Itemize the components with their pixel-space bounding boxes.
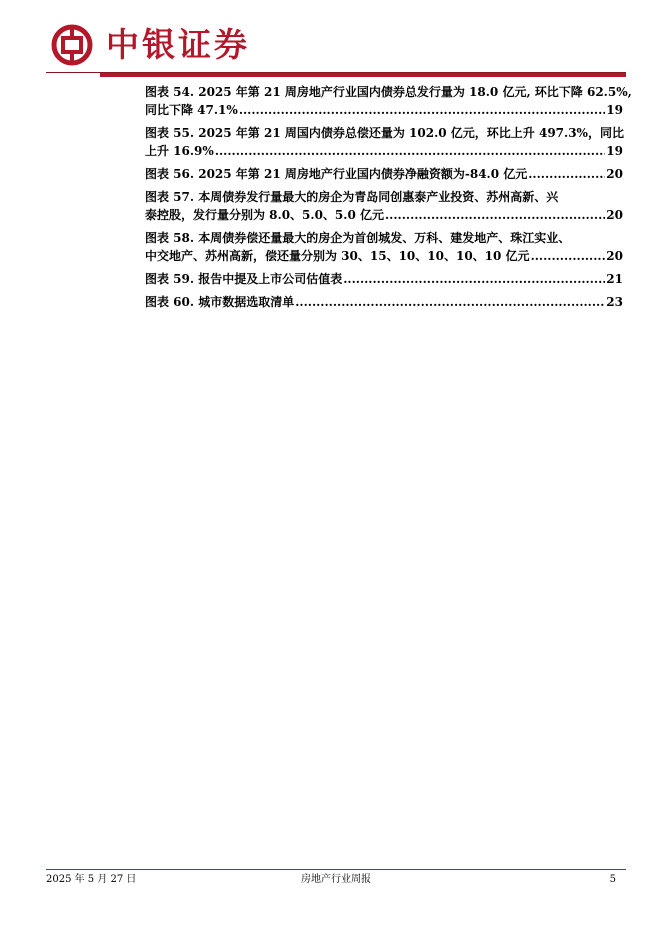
toc-entry[interactable]	[145, 188, 623, 224]
toc-entry[interactable]	[145, 165, 623, 183]
toc-page-number: 21	[606, 272, 623, 286]
toc-entry-title: 图表 58. 本周债券偿还量最大的房企为首创城发、万科、建发地产、珠江实业、	[145, 231, 571, 245]
table-of-figures	[145, 83, 632, 316]
toc-entry[interactable]	[145, 270, 623, 288]
toc-page-number: 20	[606, 208, 623, 222]
footer-report-name: 房地产行业周报	[301, 874, 371, 885]
toc-entry-title-continued: 同比下降 47.1%	[145, 103, 238, 117]
brand-name: 中银证券	[106, 25, 250, 64]
toc-entry-title: 图表 60. 城市数据选取清单	[145, 295, 295, 309]
dot-leader	[343, 270, 605, 288]
toc-entry[interactable]	[145, 293, 623, 311]
toc-entry-title: 图表 57. 本周债券发行量最大的房企为青岛同创惠泰产业投资、苏州高新、兴	[145, 190, 559, 204]
toc-entry[interactable]	[145, 124, 623, 160]
toc-entry-title-continued: 中交地产、苏州高新，偿还量分别为 30、15、10、10、10、10 亿元	[145, 249, 530, 263]
dot-leader	[215, 142, 605, 160]
toc-entry[interactable]	[145, 229, 623, 265]
toc-page-number: 20	[606, 167, 623, 181]
page-header	[46, 22, 626, 74]
dot-leader	[528, 165, 605, 183]
page-footer	[46, 872, 626, 890]
toc-entry-title-continued: 泰控股，发行量分别为 8.0、5.0、5.0 亿元	[145, 208, 384, 222]
toc-entry[interactable]	[145, 83, 632, 119]
toc-entry-title-continued: 上升 16.9%	[145, 144, 214, 158]
dot-leader	[239, 101, 605, 119]
footer-date: 2025 年 5 月 27 日	[46, 874, 137, 885]
dot-leader	[295, 293, 605, 311]
toc-page-number: 23	[606, 295, 623, 309]
toc-page-number: 19	[606, 144, 623, 158]
dot-leader	[385, 206, 605, 224]
footer-divider	[46, 869, 626, 870]
toc-page-number: 19	[606, 103, 623, 117]
toc-entry-title: 图表 55. 2025 年第 21 周国内债券总偿还量为 102.0 亿元，环比上升 497.3%，同比	[145, 126, 624, 140]
bank-of-china-logo-icon	[51, 24, 93, 66]
toc-entry-title: 图表 56. 2025 年第 21 周房地产行业国内债券净融资额为-84.0 亿元	[145, 167, 528, 181]
toc-page-number: 20	[606, 249, 623, 263]
footer-page-number: 5	[609, 874, 616, 885]
toc-entry-title: 图表 54. 2025 年第 21 周房地产行业国内债券总发行量为 18.0 亿元, 环比下降 62.5%,	[145, 85, 632, 99]
toc-entry-title: 图表 59. 报告中提及上市公司估值表	[145, 272, 343, 286]
dot-leader	[531, 247, 606, 265]
header-accent-bar	[100, 73, 626, 77]
